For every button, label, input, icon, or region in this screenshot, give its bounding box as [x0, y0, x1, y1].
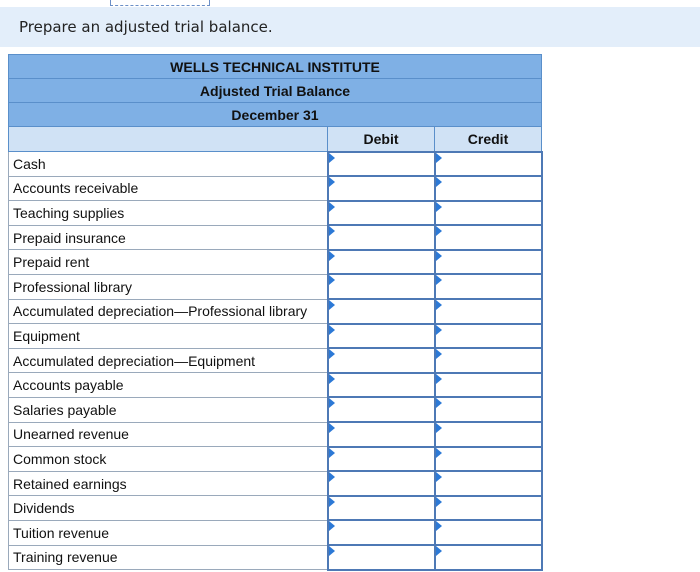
debit-cell: [328, 274, 435, 299]
credit-cell: [435, 397, 542, 422]
header-row-date: [9, 103, 542, 127]
credit-input[interactable]: [436, 423, 541, 446]
account-name: Accumulated depreciation—Equipment: [9, 348, 328, 373]
debit-input[interactable]: [329, 251, 434, 274]
debit-cell: [328, 299, 435, 324]
credit-cell: [435, 274, 542, 299]
table-row: [9, 324, 542, 349]
credit-input[interactable]: [436, 251, 541, 274]
credit-input[interactable]: [436, 325, 541, 348]
debit-input[interactable]: [329, 226, 434, 249]
account-column-header: [9, 127, 328, 152]
account-name: Prepaid insurance: [9, 225, 328, 250]
account-name: Training revenue: [9, 545, 328, 570]
debit-input[interactable]: [329, 300, 434, 323]
debit-input[interactable]: [329, 177, 434, 200]
account-name: Accumulated depreciation—Professional library: [9, 299, 328, 324]
table-row: [9, 397, 542, 422]
column-header-row: [9, 127, 542, 152]
account-name: Common stock: [9, 447, 328, 472]
account-name: Equipment: [9, 324, 328, 349]
debit-cell: [328, 447, 435, 472]
debit-cell: [328, 250, 435, 275]
table-row: [9, 201, 542, 226]
table-row: [9, 422, 542, 447]
account-name: Salaries payable: [9, 397, 328, 422]
debit-cell: [328, 324, 435, 349]
credit-input[interactable]: [436, 300, 541, 323]
credit-input[interactable]: [436, 497, 541, 520]
credit-input[interactable]: [436, 153, 541, 176]
trial-balance-table: [8, 54, 543, 571]
table-row: [9, 176, 542, 201]
debit-cell: [328, 496, 435, 521]
credit-input[interactable]: [436, 546, 541, 569]
credit-cell: [435, 250, 542, 275]
credit-cell: [435, 520, 542, 545]
credit-cell: [435, 447, 542, 472]
debit-input[interactable]: [329, 521, 434, 544]
credit-column-header: Credit: [435, 127, 542, 152]
table-row: [9, 274, 542, 299]
table-row: [9, 225, 542, 250]
debit-input[interactable]: [329, 153, 434, 176]
credit-input[interactable]: [436, 202, 541, 225]
debit-input[interactable]: [329, 202, 434, 225]
credit-input[interactable]: [436, 177, 541, 200]
debit-input[interactable]: [329, 546, 434, 569]
credit-input[interactable]: [436, 275, 541, 298]
credit-cell: [435, 471, 542, 496]
credit-input[interactable]: [436, 398, 541, 421]
credit-input[interactable]: [436, 349, 541, 372]
debit-input[interactable]: [329, 423, 434, 446]
credit-cell: [435, 152, 542, 177]
debit-column-header: Debit: [328, 127, 435, 152]
account-name: Retained earnings: [9, 471, 328, 496]
debit-cell: [328, 545, 435, 570]
credit-input[interactable]: [436, 521, 541, 544]
table-row: [9, 299, 542, 324]
credit-input[interactable]: [436, 472, 541, 495]
debit-input[interactable]: [329, 374, 434, 397]
credit-cell: [435, 422, 542, 447]
debit-input[interactable]: [329, 398, 434, 421]
debit-input[interactable]: [329, 275, 434, 298]
account-name: Tuition revenue: [9, 520, 328, 545]
debit-cell: [328, 348, 435, 373]
debit-cell: [328, 373, 435, 398]
table-row: [9, 496, 542, 521]
table-row: [9, 545, 542, 570]
top-tab-indicator: [110, 0, 210, 6]
table-row: [9, 471, 542, 496]
credit-input[interactable]: [436, 374, 541, 397]
account-name: Teaching supplies: [9, 201, 328, 226]
report-title: Adjusted Trial Balance: [9, 79, 542, 103]
report-date: December 31: [9, 103, 542, 127]
credit-cell: [435, 348, 542, 373]
header-row-title: [9, 79, 542, 103]
account-name: Prepaid rent: [9, 250, 328, 275]
debit-cell: [328, 397, 435, 422]
account-name: Professional library: [9, 274, 328, 299]
table-row: [9, 152, 542, 177]
debit-input[interactable]: [329, 349, 434, 372]
credit-cell: [435, 299, 542, 324]
debit-input[interactable]: [329, 448, 434, 471]
credit-cell: [435, 225, 542, 250]
table-row: [9, 447, 542, 472]
credit-cell: [435, 176, 542, 201]
debit-cell: [328, 225, 435, 250]
debit-input[interactable]: [329, 497, 434, 520]
table-row: [9, 520, 542, 545]
table-row: [9, 373, 542, 398]
account-name: Cash: [9, 152, 328, 177]
debit-cell: [328, 152, 435, 177]
company-name: WELLS TECHNICAL INSTITUTE: [9, 55, 542, 79]
instruction-text: Prepare an adjusted trial balance.: [0, 7, 700, 47]
account-name: Unearned revenue: [9, 422, 328, 447]
debit-cell: [328, 422, 435, 447]
debit-input[interactable]: [329, 325, 434, 348]
account-name: Accounts payable: [9, 373, 328, 398]
credit-cell: [435, 545, 542, 570]
debit-cell: [328, 520, 435, 545]
debit-cell: [328, 201, 435, 226]
account-name: Dividends: [9, 496, 328, 521]
debit-cell: [328, 176, 435, 201]
credit-cell: [435, 324, 542, 349]
credit-cell: [435, 373, 542, 398]
table-row: [9, 348, 542, 373]
credit-input[interactable]: [436, 226, 541, 249]
credit-cell: [435, 201, 542, 226]
debit-cell: [328, 471, 435, 496]
credit-cell: [435, 496, 542, 521]
account-name: Accounts receivable: [9, 176, 328, 201]
debit-input[interactable]: [329, 472, 434, 495]
header-row-company: [9, 55, 542, 79]
credit-input[interactable]: [436, 448, 541, 471]
table-row: [9, 250, 542, 275]
